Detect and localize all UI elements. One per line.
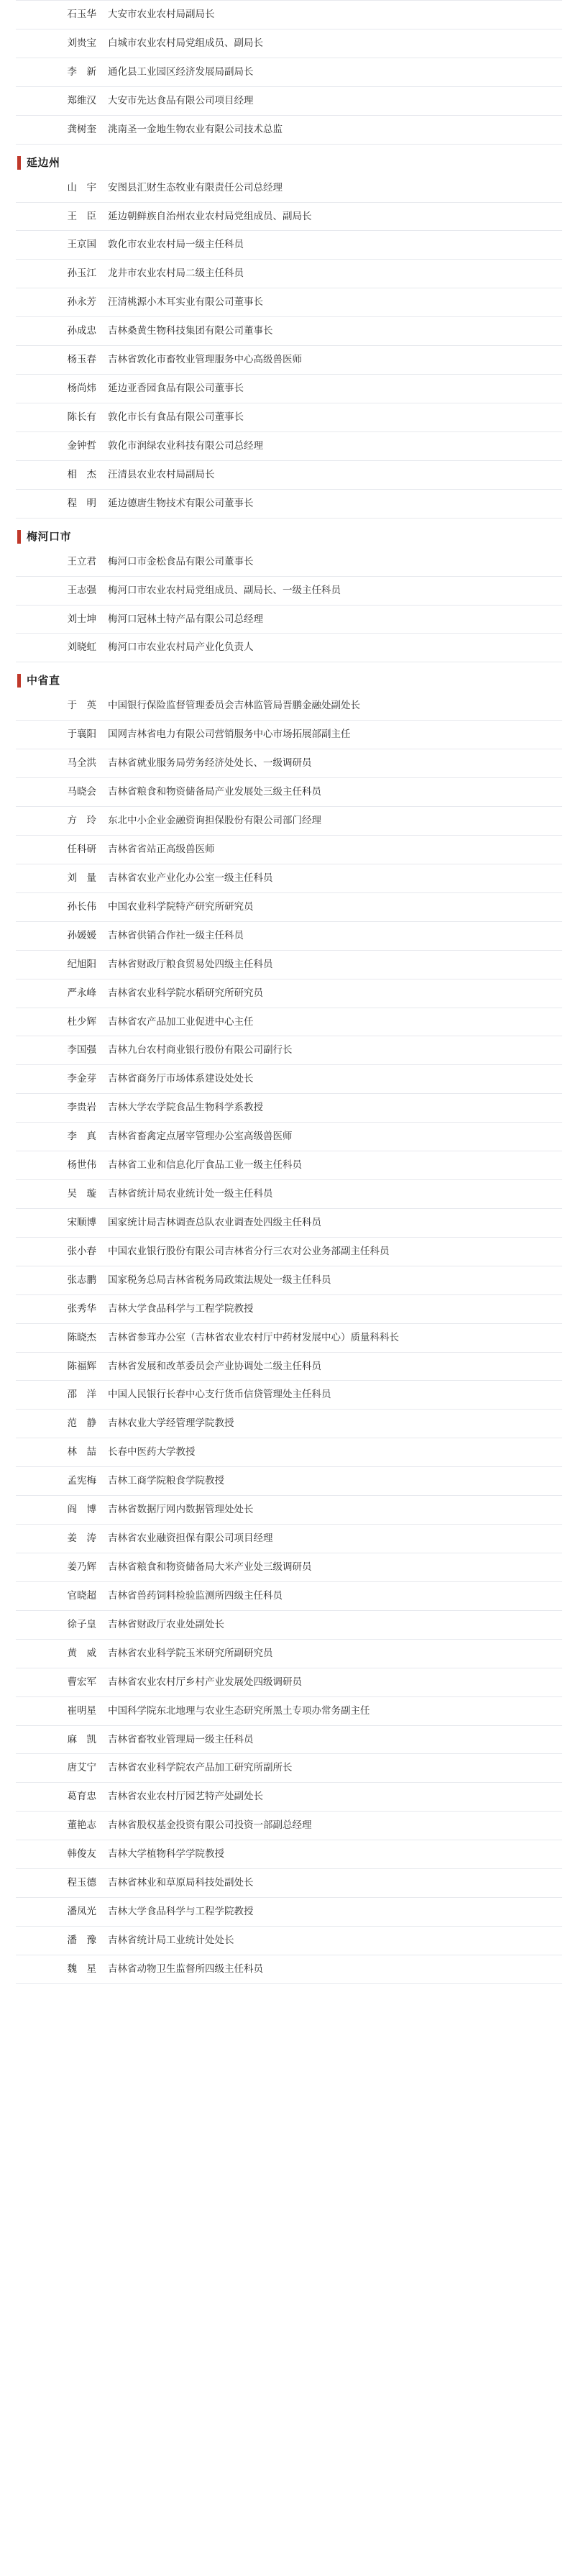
table-row <box>16 1869 562 1898</box>
person-name: 孙永芳 <box>67 296 96 308</box>
table-row <box>16 202 562 231</box>
person-title: 东北中小企业金融资询担保股份有限公司部门经理 <box>108 815 321 826</box>
section-header <box>17 156 562 170</box>
person-name: 龚树奎 <box>67 123 96 134</box>
person-name: 徐子皇 <box>67 1618 96 1630</box>
table-row <box>16 835 562 864</box>
table-row <box>16 1410 562 1438</box>
person-title: 吉林省股权基金投资有限公司投资一部副总经理 <box>108 1819 312 1831</box>
roster-table <box>16 548 562 663</box>
person-name: 于襄阳 <box>67 729 96 740</box>
section-header <box>17 674 562 688</box>
table-row <box>16 1581 562 1610</box>
person-name: 孙长伟 <box>67 900 96 912</box>
table-row <box>16 1381 562 1410</box>
roster-body <box>16 548 562 662</box>
person-name: 程玉德 <box>67 1877 96 1888</box>
person-title: 吉林省农业科学院玉米研究所副研究员 <box>108 1647 273 1658</box>
person-name: 林 喆 <box>67 1446 96 1458</box>
person-title: 吉林省兽药饲料检验监测所四级主任科员 <box>108 1589 283 1601</box>
table-row <box>16 1180 562 1209</box>
person-name: 李 真 <box>67 1131 96 1142</box>
person-name: 陈长有 <box>67 411 96 422</box>
table-row <box>16 921 562 950</box>
person-title: 中国农业科学院特产研究所研究员 <box>108 900 254 912</box>
person-title: 中国科学院东北地理与农业生态研究所黑土专项办常务副主任 <box>108 1704 370 1716</box>
person-name: 孟宪梅 <box>67 1475 96 1486</box>
table-row <box>16 317 562 346</box>
table-row <box>16 1496 562 1525</box>
person-title: 吉林工商学院粮食学院教授 <box>108 1475 224 1486</box>
person-name: 姜乃辉 <box>67 1561 96 1573</box>
person-name: 李国强 <box>67 1044 96 1056</box>
table-row <box>16 1840 562 1869</box>
person-name: 马全洪 <box>67 757 96 769</box>
person-title: 吉林省统计局工业统计处处长 <box>108 1935 234 1945</box>
person-title: 延边亚香园食品有限公司董事长 <box>108 383 244 394</box>
person-title: 吉林省工业和信息化厅食品工业一级主任科员 <box>108 1159 302 1171</box>
table-row <box>16 950 562 979</box>
person-name: 金钟哲 <box>67 439 96 451</box>
table-row <box>16 1323 562 1352</box>
table-row <box>16 403 562 431</box>
person-title: 吉林省畜牧业管理局一级主任科员 <box>108 1733 254 1745</box>
person-title: 吉林省就业服务局劳务经济处处长、一级调研员 <box>108 757 312 769</box>
table-row <box>16 1812 562 1840</box>
person-title: 吉林省粮食和物资储备局大米产业处三级调研员 <box>108 1561 312 1573</box>
table-row <box>16 692 562 720</box>
person-title: 梅河口市金松食品有限公司董事长 <box>108 555 254 567</box>
roster-sections <box>16 156 562 1984</box>
person-name: 唐艾宁 <box>67 1762 96 1773</box>
person-title: 中国人民银行长春中心支行货币信贷管理处主任科员 <box>108 1389 331 1400</box>
person-title: 安图县汇财生态牧业有限责任公司总经理 <box>108 181 283 193</box>
person-title: 吉林大学农学院食品生物科学系教授 <box>108 1102 263 1113</box>
person-title: 梅河口冠林土特产品有限公司总经理 <box>108 613 263 624</box>
roster-table <box>16 174 562 519</box>
table-row <box>16 979 562 1008</box>
section-title: 中省直 <box>27 675 60 688</box>
person-name: 刘 量 <box>67 872 96 883</box>
person-name: 邵 洋 <box>67 1389 96 1400</box>
person-name: 潘凤光 <box>67 1906 96 1917</box>
table-row <box>16 1927 562 1955</box>
person-title: 国家统计局吉林调查总队农业调查处四级主任科员 <box>108 1216 321 1228</box>
person-title: 吉林省农业农村厅园艺特产处副处长 <box>108 1791 263 1802</box>
table-row <box>16 1151 562 1180</box>
table-row <box>16 489 562 518</box>
person-name: 孙媛媛 <box>67 929 96 941</box>
person-name: 魏 星 <box>67 1963 96 1974</box>
person-title: 国家税务总局吉林省税务局政策法规处一级主任科员 <box>108 1274 331 1285</box>
person-name: 阎 博 <box>67 1504 96 1515</box>
person-name: 孙成忠 <box>67 325 96 337</box>
person-title: 汪清桃源小木耳实业有限公司董事长 <box>108 296 263 308</box>
roster-body-top <box>16 1 562 145</box>
person-title: 吉林省财政厅农业处副处长 <box>108 1618 224 1630</box>
person-name: 于 英 <box>67 700 96 711</box>
person-title: 大安市先达食品有限公司项目经理 <box>108 94 254 106</box>
table-row <box>16 1668 562 1696</box>
person-title: 敦化市润绿农业科技有限公司总经理 <box>108 439 263 451</box>
person-name: 王立君 <box>67 555 96 567</box>
person-name: 葛育忠 <box>67 1791 96 1802</box>
person-title: 长春中医药大学教授 <box>108 1446 196 1458</box>
person-title: 吉林省畜禽定点屠宰管理办公室高级兽医师 <box>108 1131 293 1142</box>
roster-body <box>16 692 562 1983</box>
person-title: 敦化市长有食品有限公司董事长 <box>108 411 244 422</box>
person-title: 吉林省农业产业化办公室一级主任科员 <box>108 872 273 883</box>
person-title: 汪清县农业农村局副局长 <box>108 468 215 480</box>
person-name: 严永峰 <box>67 987 96 998</box>
person-name: 任科研 <box>67 843 96 854</box>
roster-section <box>16 156 562 519</box>
person-name: 范 静 <box>67 1417 96 1429</box>
roster-table-top <box>16 0 562 145</box>
person-name: 方 玲 <box>67 815 96 826</box>
table-row <box>16 1123 562 1151</box>
person-title: 吉林大学食品科学与工程学院教授 <box>108 1906 254 1917</box>
table-row <box>16 576 562 605</box>
person-title: 延边德唐生物技术有限公司董事长 <box>108 497 254 508</box>
person-name: 潘 豫 <box>67 1935 96 1945</box>
person-name: 韩俊友 <box>67 1848 96 1860</box>
table-row <box>16 174 562 202</box>
person-title: 吉林大学食品科学与工程学院教授 <box>108 1302 254 1314</box>
person-title: 吉林大学植物科学学院教授 <box>108 1848 224 1860</box>
table-row <box>16 1639 562 1668</box>
person-title: 吉林省农业科学院农产品加工研究所副所长 <box>108 1762 293 1773</box>
person-name: 李金芽 <box>67 1073 96 1084</box>
table-row <box>16 1294 562 1323</box>
person-title: 吉林省农业农村厅乡村产业发展处四级调研员 <box>108 1676 302 1687</box>
table-row <box>16 1754 562 1783</box>
table-row <box>16 1237 562 1266</box>
section-accent-bar <box>17 156 21 170</box>
person-title: 吉林省发展和改革委员会产业协调处二级主任科员 <box>108 1360 321 1371</box>
table-row <box>16 1955 562 1983</box>
person-name: 崔明星 <box>67 1704 96 1716</box>
table-row <box>16 346 562 375</box>
person-name: 石玉华 <box>67 9 96 19</box>
person-name: 纪旭阳 <box>67 958 96 969</box>
person-name: 麻 凯 <box>67 1733 96 1745</box>
person-title: 吉林省供销合作社一级主任科员 <box>108 929 244 941</box>
person-title: 吉林省粮食和物资储备局产业发展处三级主任科员 <box>108 786 321 798</box>
section-accent-bar <box>17 674 21 688</box>
table-row <box>16 1 562 29</box>
person-title: 中国银行保险监督管理委员会吉林监管局晋鹏金融处副处长 <box>108 700 360 711</box>
person-name: 王 臣 <box>67 210 96 221</box>
table-row <box>16 1696 562 1725</box>
person-title: 吉林省省站正高级兽医师 <box>108 843 215 854</box>
person-name: 李贵岩 <box>67 1102 96 1113</box>
table-row <box>16 548 562 576</box>
person-title: 大安市农业农村局副局长 <box>108 9 215 19</box>
person-title: 白城市农业农村局党组成员、副局长 <box>108 37 263 48</box>
person-title: 延边朝鲜族自治州农业农村局党组成员、副局长 <box>108 210 312 221</box>
person-title: 吉林省敦化市畜牧业管理服务中心高级兽医师 <box>108 354 302 365</box>
person-title: 吉林农业大学经管理学院教授 <box>108 1417 234 1429</box>
person-name: 董艳志 <box>67 1819 96 1831</box>
person-name: 张秀华 <box>67 1302 96 1314</box>
person-name: 相 杰 <box>67 468 96 480</box>
table-row <box>16 721 562 749</box>
roster-body <box>16 174 562 519</box>
table-row <box>16 1783 562 1812</box>
person-title: 国网吉林省电力有限公司营销服务中心市场拓展部副主任 <box>108 729 351 740</box>
table-row <box>16 115 562 144</box>
person-title: 梅河口市农业农村局党组成员、副局长、一级主任科员 <box>108 584 341 595</box>
person-name: 宋顺博 <box>67 1216 96 1228</box>
table-row <box>16 86 562 115</box>
table-row <box>16 892 562 921</box>
table-row <box>16 260 562 288</box>
person-title: 吉林省财政厅粮食贸易处四级主任科员 <box>108 958 273 969</box>
person-title: 吉林省参茸办公室（吉林省农业农村厅中药材发展中心）质量科科长 <box>108 1331 399 1343</box>
person-name: 刘晓虹 <box>67 641 96 653</box>
person-title: 梅河口市农业农村局产业化负责人 <box>108 641 254 653</box>
section-title: 梅河口市 <box>27 530 72 543</box>
person-name: 郑维汉 <box>67 94 96 106</box>
table-row <box>16 1610 562 1639</box>
table-row <box>16 605 562 634</box>
person-name: 马晓会 <box>67 786 96 798</box>
person-title: 吉林省农产品加工业促进中心主任 <box>108 1015 254 1027</box>
person-name: 张志鹏 <box>67 1274 96 1285</box>
roster-section <box>16 674 562 1983</box>
table-row <box>16 1525 562 1553</box>
table-row <box>16 1467 562 1496</box>
person-name: 王京国 <box>67 239 96 250</box>
person-title: 中国农业银行股份有限公司吉林省分行三农对公业务部副主任科员 <box>108 1245 390 1256</box>
section-title: 延边州 <box>27 156 60 169</box>
person-title: 吉林省林业和草原局科技处副处长 <box>108 1877 254 1888</box>
table-row <box>16 778 562 807</box>
table-row <box>16 1065 562 1094</box>
person-name: 陈晓杰 <box>67 1331 96 1343</box>
person-title: 吉林省农业融资担保有限公司项目经理 <box>108 1533 273 1544</box>
person-name: 杨玉春 <box>67 354 96 365</box>
table-row <box>16 807 562 836</box>
table-row <box>16 1036 562 1065</box>
person-name: 姜 涛 <box>67 1533 96 1544</box>
table-row <box>16 864 562 892</box>
table-row <box>16 1008 562 1036</box>
person-name: 张小春 <box>67 1245 96 1256</box>
table-row <box>16 634 562 662</box>
person-name: 山 宇 <box>67 181 96 193</box>
person-name: 刘贵宝 <box>67 37 96 48</box>
person-name: 曹宏军 <box>67 1676 96 1687</box>
person-title: 洮南圣一金地生物农业有限公司技术总监 <box>108 123 283 134</box>
table-row <box>16 460 562 489</box>
person-name: 杨尚炜 <box>67 383 96 394</box>
person-name: 吴 璇 <box>67 1188 96 1200</box>
person-title: 吉林省商务厅市场体系建设处处长 <box>108 1073 254 1084</box>
person-title: 吉林省农业科学院水稻研究所研究员 <box>108 987 263 998</box>
table-row <box>16 1553 562 1582</box>
person-title: 敦化市农业农村局一级主任科员 <box>108 239 244 250</box>
roster-top-block <box>16 0 562 145</box>
table-row <box>16 1094 562 1123</box>
person-title: 吉林省数据厅网内数据管理处处长 <box>108 1504 254 1515</box>
person-name: 刘士坤 <box>67 613 96 624</box>
person-title: 龙井市农业农村局二级主任科员 <box>108 268 244 279</box>
section-accent-bar <box>17 530 21 544</box>
person-name: 孙玉江 <box>67 268 96 279</box>
person-title: 吉林桑黄生物科技集团有限公司董事长 <box>108 325 273 337</box>
roster-table <box>16 692 562 1983</box>
table-row <box>16 1898 562 1927</box>
person-name: 陈福辉 <box>67 1360 96 1371</box>
person-title: 吉林省统计局农业统计处一级主任科员 <box>108 1188 273 1200</box>
table-row <box>16 1266 562 1294</box>
table-row <box>16 1352 562 1381</box>
roster-section <box>16 530 562 663</box>
table-row <box>16 431 562 460</box>
person-name: 黄 威 <box>67 1647 96 1658</box>
person-title: 吉林九台农村商业银行股份有限公司副行长 <box>108 1044 293 1056</box>
table-row <box>16 58 562 86</box>
table-row <box>16 1725 562 1754</box>
section-header <box>17 530 562 544</box>
person-title: 通化县工业园区经济发展局副局长 <box>108 65 254 77</box>
person-name: 李 新 <box>67 65 96 77</box>
person-name: 杨世伟 <box>67 1159 96 1171</box>
table-row <box>16 1208 562 1237</box>
table-row <box>16 29 562 58</box>
table-row <box>16 749 562 778</box>
table-row <box>16 231 562 260</box>
person-title: 吉林省动物卫生监督所四级主任科员 <box>108 1963 263 1974</box>
table-row <box>16 288 562 317</box>
person-name: 程 明 <box>67 497 96 508</box>
table-row <box>16 375 562 403</box>
person-name: 王志强 <box>67 584 96 595</box>
person-name: 杜少辉 <box>67 1015 96 1027</box>
table-row <box>16 1438 562 1467</box>
person-name: 官晓超 <box>67 1589 96 1601</box>
